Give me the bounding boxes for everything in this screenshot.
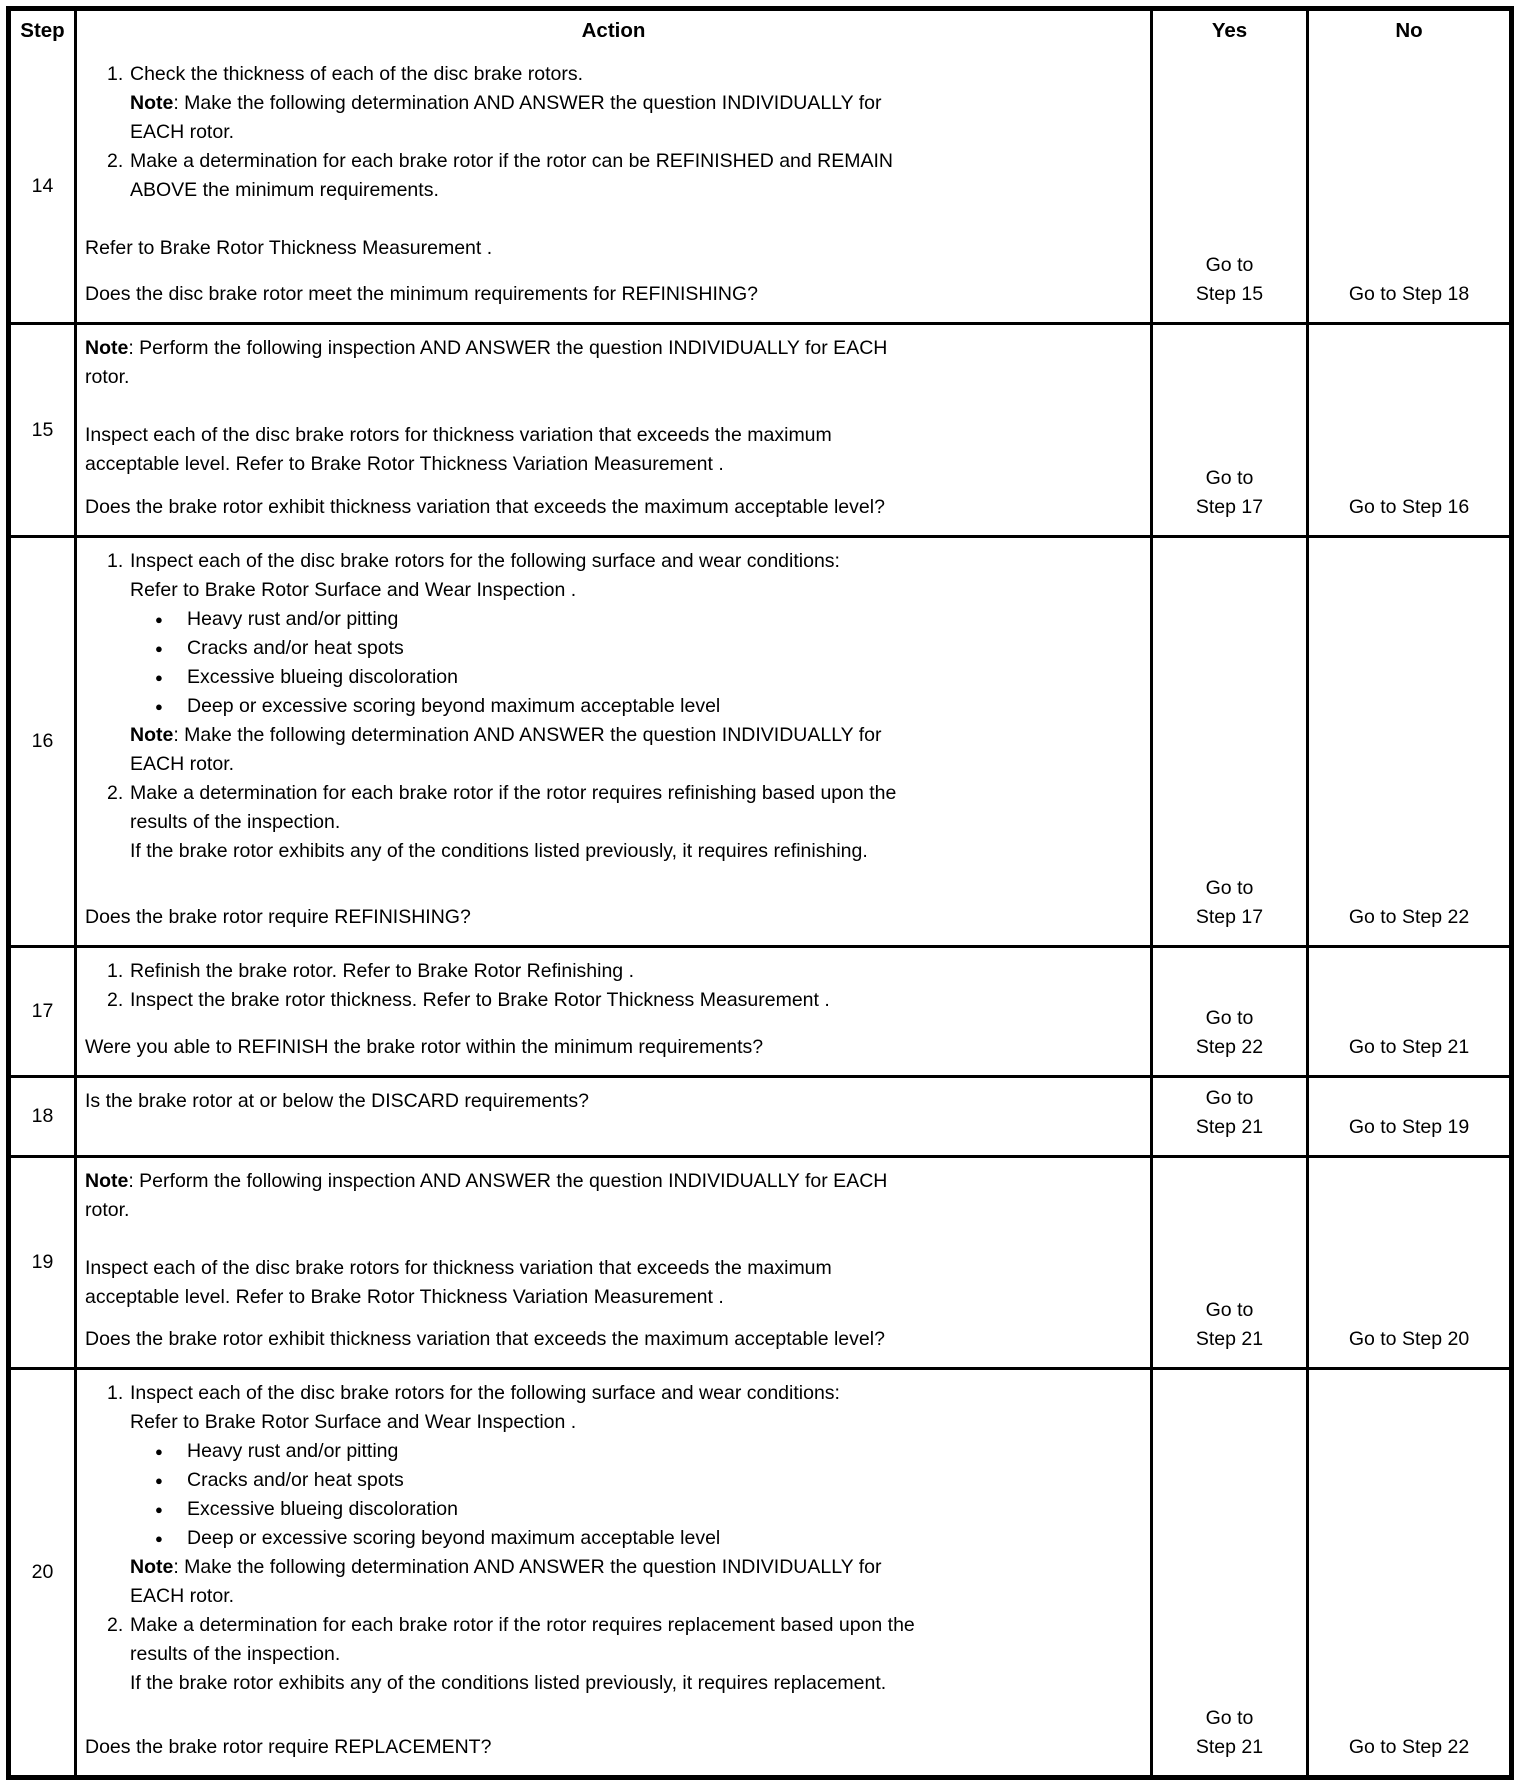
- numbered-item: [85, 957, 1138, 986]
- bullet-line: [155, 634, 1138, 663]
- step-number: 19: [31, 1251, 54, 1273]
- text-segment: Refer to Brake Rotor Surface and Wear Inspection .: [130, 1411, 577, 1433]
- table-row: [11, 1155, 1509, 1367]
- header-cell-action: Action: [74, 11, 1150, 51]
- table-row: [11, 51, 1509, 322]
- text-segment: Inspect each of the disc brake rotors for the following surface and wear conditions:: [130, 550, 840, 572]
- note-label: Note: [130, 1556, 174, 1578]
- bullet-text: [187, 663, 458, 692]
- text-line: [85, 334, 1138, 363]
- text-line: [85, 1254, 1138, 1283]
- text-segment: acceptable level. Refer to Brake Rotor Thickness Variation Measurement .: [85, 1286, 724, 1308]
- goto-text: Step 17: [1195, 496, 1264, 518]
- goto-text: Go to: [1205, 1007, 1254, 1029]
- text-line: [130, 1640, 1138, 1669]
- text-segment: results of the inspection.: [130, 1643, 341, 1665]
- question-text: Were you able to REFINISH the brake rotor within the minimum requirements?: [85, 1036, 764, 1058]
- no-cell: [1306, 51, 1509, 322]
- header-cell-yes: Yes: [1150, 11, 1306, 51]
- item-content: [130, 60, 1138, 147]
- step-number: 20: [31, 1561, 54, 1583]
- bullet-icon: ●: [155, 612, 163, 627]
- numbered-item: [85, 547, 1138, 779]
- bullet-icon: ●: [155, 670, 163, 685]
- bullet-line: [155, 1466, 1138, 1495]
- step-number: 18: [31, 1105, 54, 1127]
- text-segment: results of the inspection.: [130, 811, 341, 833]
- bullet-icon: ●: [155, 1531, 163, 1546]
- text-line: [85, 1167, 1138, 1196]
- note-label: Note: [130, 92, 174, 114]
- text-line: [130, 176, 1138, 205]
- text-line: [85, 234, 1138, 263]
- text-line: [130, 60, 1138, 89]
- item-number: 1.: [107, 550, 124, 572]
- text-segment: Inspect the brake rotor thickness. Refer to Brake Rotor Thickness Measurement .: [130, 989, 830, 1011]
- text-segment: Make a determination for each brake rotor if the rotor requires refinishing based upon the: [130, 782, 897, 804]
- numbered-item: [85, 986, 1138, 1015]
- text-line: [130, 147, 1138, 176]
- text-segment: If the brake rotor exhibits any of the conditions listed previously, it requires replacement.: [130, 1672, 887, 1694]
- bullet-icon: ●: [155, 641, 163, 656]
- question-text: Does the brake rotor exhibit thickness variation that exceeds the maximum acceptable level?: [85, 1328, 885, 1350]
- item-number: 1.: [107, 960, 124, 982]
- numbered-item: [85, 147, 1138, 205]
- bullet-line: [155, 663, 1138, 692]
- note-label: Note: [85, 1170, 129, 1192]
- question-text: Does the brake rotor require REFINISHING?: [85, 906, 471, 928]
- text-segment: : Make the following determination AND ANSWER the question INDIVIDUALLY for: [173, 92, 882, 114]
- text-line: [130, 1611, 1138, 1640]
- bullet-text: [187, 1495, 458, 1524]
- action-cell: [74, 1078, 1150, 1155]
- bullet-text: [187, 1466, 404, 1495]
- question-text: Does the brake rotor exhibit thickness variation that exceeds the maximum acceptable level?: [85, 496, 885, 518]
- step-cell: [11, 1370, 74, 1775]
- goto-text: Go to Step 18: [1348, 283, 1470, 305]
- goto-text: Step 15: [1195, 283, 1264, 305]
- text-segment: Inspect each of the disc brake rotors for the following surface and wear conditions:: [130, 1382, 840, 1404]
- paragraph: [85, 1254, 1138, 1312]
- item-content: [130, 986, 1138, 1015]
- text-line: [130, 986, 1138, 1015]
- goto-text: Go to: [1205, 254, 1254, 276]
- blank-line: [85, 392, 1138, 421]
- step-cell: [11, 538, 74, 945]
- no-cell: [1306, 1158, 1509, 1367]
- yes-cell: [1150, 1370, 1306, 1775]
- goto-text: Step 17: [1195, 906, 1264, 928]
- text-line: [130, 89, 1138, 118]
- goto-text: Go to Step 22: [1348, 906, 1470, 928]
- text-line: [85, 1087, 1138, 1116]
- no-cell: [1306, 1078, 1509, 1155]
- text-line: [130, 1669, 1138, 1698]
- item-content: [130, 147, 1138, 205]
- text-line: [130, 721, 1138, 750]
- no-cell: [1306, 1370, 1509, 1775]
- yes-cell: [1150, 948, 1306, 1075]
- item-content: [130, 957, 1138, 986]
- goto-text: Go to Step 16: [1348, 496, 1470, 518]
- no-cell: [1306, 948, 1509, 1075]
- blank-line: [85, 1225, 1138, 1254]
- bullet-line: [155, 1495, 1138, 1524]
- paragraph: [85, 1087, 1138, 1116]
- action-cell: [74, 538, 1150, 945]
- step-cell: [11, 1158, 74, 1367]
- bullet-line: [155, 1524, 1138, 1553]
- note-label: Note: [130, 724, 174, 746]
- text-line: [130, 118, 1138, 147]
- goto-text: Go to Step 20: [1348, 1328, 1470, 1350]
- goto-text: Go to: [1205, 1087, 1254, 1109]
- text-segment: Make a determination for each brake rotor if the rotor requires replacement based upon the: [130, 1614, 915, 1636]
- action-cell: [74, 1370, 1150, 1775]
- yes-cell: [1150, 1158, 1306, 1367]
- step-cell: [11, 948, 74, 1075]
- table-row: [11, 322, 1509, 535]
- action-cell: [74, 51, 1150, 322]
- step-number: 16: [31, 730, 54, 752]
- text-line: [130, 957, 1138, 986]
- step-cell: [11, 1078, 74, 1155]
- text-segment: Refinish the brake rotor. Refer to Brake Rotor Refinishing .: [130, 960, 634, 982]
- goto-text: Step 21: [1195, 1116, 1264, 1138]
- text-segment: Refer to Brake Rotor Surface and Wear Inspection .: [130, 579, 577, 601]
- yes-cell: [1150, 1078, 1306, 1155]
- text-segment: acceptable level. Refer to Brake Rotor Thickness Variation Measurement .: [85, 453, 724, 475]
- goto-text: Go to Step 21: [1348, 1036, 1470, 1058]
- text-line: [130, 1553, 1138, 1582]
- item-number: 2.: [107, 1614, 124, 1636]
- goto-text: Go to Step 22: [1348, 1736, 1470, 1758]
- paragraph: [85, 334, 1138, 392]
- service-procedure-table: [6, 6, 1514, 1780]
- text-segment: : Perform the following inspection AND ANSWER the question INDIVIDUALLY for EACH: [128, 337, 888, 359]
- table-body: [11, 51, 1509, 1775]
- text-segment: Heavy rust and/or pitting: [187, 608, 399, 630]
- item-content: [130, 547, 1138, 779]
- item-content: [130, 1379, 1138, 1611]
- text-segment: rotor.: [85, 366, 130, 388]
- text-segment: Deep or excessive scoring beyond maximum acceptable level: [187, 695, 721, 717]
- bullet-text: [187, 692, 720, 721]
- item-content: [130, 1611, 1138, 1698]
- text-segment: If the brake rotor exhibits any of the conditions listed previously, it requires refinishing.: [130, 840, 868, 862]
- table-row: [11, 535, 1509, 945]
- text-segment: Check the thickness of each of the disc brake rotors.: [130, 63, 584, 85]
- table-row: [11, 1367, 1509, 1775]
- bullet-icon: ●: [155, 1502, 163, 1517]
- step-number: 15: [31, 418, 54, 441]
- numbered-item: [85, 779, 1138, 866]
- text-line: [130, 576, 1138, 605]
- item-number: 2.: [107, 150, 124, 172]
- goto-text: Go to: [1205, 1299, 1254, 1321]
- numbered-item: [85, 1611, 1138, 1698]
- text-segment: EACH rotor.: [130, 1585, 235, 1607]
- text-line: [85, 421, 1138, 450]
- item-content: [130, 779, 1138, 866]
- note-label: Note: [85, 337, 129, 359]
- numbered-item: [85, 60, 1138, 147]
- action-cell: [74, 948, 1150, 1075]
- text-segment: Inspect each of the disc brake rotors for thickness variation that exceeds the maximum: [85, 1257, 832, 1279]
- text-line: [130, 547, 1138, 576]
- text-line: [130, 1582, 1138, 1611]
- bullet-icon: ●: [155, 1444, 163, 1459]
- item-number: 1.: [107, 1382, 124, 1404]
- text-segment: Refer to Brake Rotor Thickness Measurement .: [85, 237, 493, 259]
- step-cell: [11, 325, 74, 535]
- action-cell: [74, 1158, 1150, 1367]
- item-number: 1.: [107, 63, 124, 85]
- text-line: [130, 1408, 1138, 1437]
- text-segment: Excessive blueing discoloration: [187, 666, 458, 688]
- header-cell-no: No: [1306, 11, 1509, 51]
- yes-cell: [1150, 325, 1306, 535]
- header-cell-step: Step: [20, 19, 65, 42]
- paragraph: [85, 1167, 1138, 1225]
- numbered-item: [85, 1379, 1138, 1611]
- text-segment: Excessive blueing discoloration: [187, 1498, 458, 1520]
- bullet-text: [187, 1437, 398, 1466]
- bullet-line: [155, 692, 1138, 721]
- text-segment: Cracks and/or heat spots: [187, 1469, 404, 1491]
- text-line: [85, 363, 1138, 392]
- text-line: [130, 808, 1138, 837]
- goto-text: Step 21: [1195, 1736, 1264, 1758]
- text-segment: Deep or excessive scoring beyond maximum acceptable level: [187, 1527, 721, 1549]
- text-segment: EACH rotor.: [130, 753, 235, 775]
- goto-text: Go to: [1205, 877, 1254, 899]
- text-segment: Inspect each of the disc brake rotors for thickness variation that exceeds the maximum: [85, 424, 832, 446]
- bullet-text: [187, 1524, 720, 1553]
- text-segment: : Make the following determination AND ANSWER the question INDIVIDUALLY for: [173, 1556, 882, 1578]
- yes-cell: [1150, 538, 1306, 945]
- text-line: [85, 450, 1138, 479]
- question-text: Does the disc brake rotor meet the minimum requirements for REFINISHING?: [85, 283, 758, 305]
- text-segment: Is the brake rotor at or below the DISCARD requirements?: [85, 1090, 589, 1112]
- text-segment: Make a determination for each brake rotor if the rotor can be REFINISHED and REMAIN: [130, 150, 893, 172]
- bullet-text: [187, 634, 404, 663]
- paragraph: [85, 234, 1138, 263]
- blank-line: [85, 205, 1138, 234]
- table-row: [11, 1075, 1509, 1155]
- table-row: [11, 945, 1509, 1075]
- step-number: 14: [31, 175, 54, 197]
- text-line: [130, 837, 1138, 866]
- goto-text: Go to: [1205, 467, 1254, 489]
- bullet-line: [155, 1437, 1138, 1466]
- text-line: [85, 1283, 1138, 1312]
- text-segment: : Make the following determination AND ANSWER the question INDIVIDUALLY for: [173, 724, 882, 746]
- action-cell: [74, 325, 1150, 535]
- text-segment: Cracks and/or heat spots: [187, 637, 404, 659]
- paragraph: [85, 421, 1138, 479]
- bullet-text: [187, 605, 398, 634]
- table-header-row: [11, 11, 1509, 51]
- text-line: [130, 750, 1138, 779]
- goto-text: Step 22: [1195, 1036, 1264, 1058]
- text-segment: Heavy rust and/or pitting: [187, 1440, 399, 1462]
- text-line: [85, 1196, 1138, 1225]
- question-text: Does the brake rotor require REPLACEMENT?: [85, 1736, 492, 1758]
- text-line: [130, 779, 1138, 808]
- bullet-icon: ●: [155, 699, 163, 714]
- item-number: 2.: [107, 989, 124, 1011]
- yes-cell: [1150, 51, 1306, 322]
- bullet-icon: ●: [155, 1473, 163, 1488]
- bullet-line: [155, 605, 1138, 634]
- no-cell: [1306, 325, 1509, 535]
- goto-text: Go to: [1205, 1707, 1254, 1729]
- step-cell: [11, 51, 74, 322]
- item-number: 2.: [107, 782, 124, 804]
- text-segment: EACH rotor.: [130, 121, 235, 143]
- text-segment: rotor.: [85, 1199, 130, 1221]
- no-cell: [1306, 538, 1509, 945]
- text-line: [130, 1379, 1138, 1408]
- step-number: 17: [31, 1000, 54, 1022]
- text-segment: : Perform the following inspection AND ANSWER the question INDIVIDUALLY for EACH: [128, 1170, 888, 1192]
- goto-text: Step 21: [1195, 1328, 1264, 1350]
- goto-text: Go to Step 19: [1348, 1116, 1470, 1138]
- text-segment: ABOVE the minimum requirements.: [130, 179, 439, 201]
